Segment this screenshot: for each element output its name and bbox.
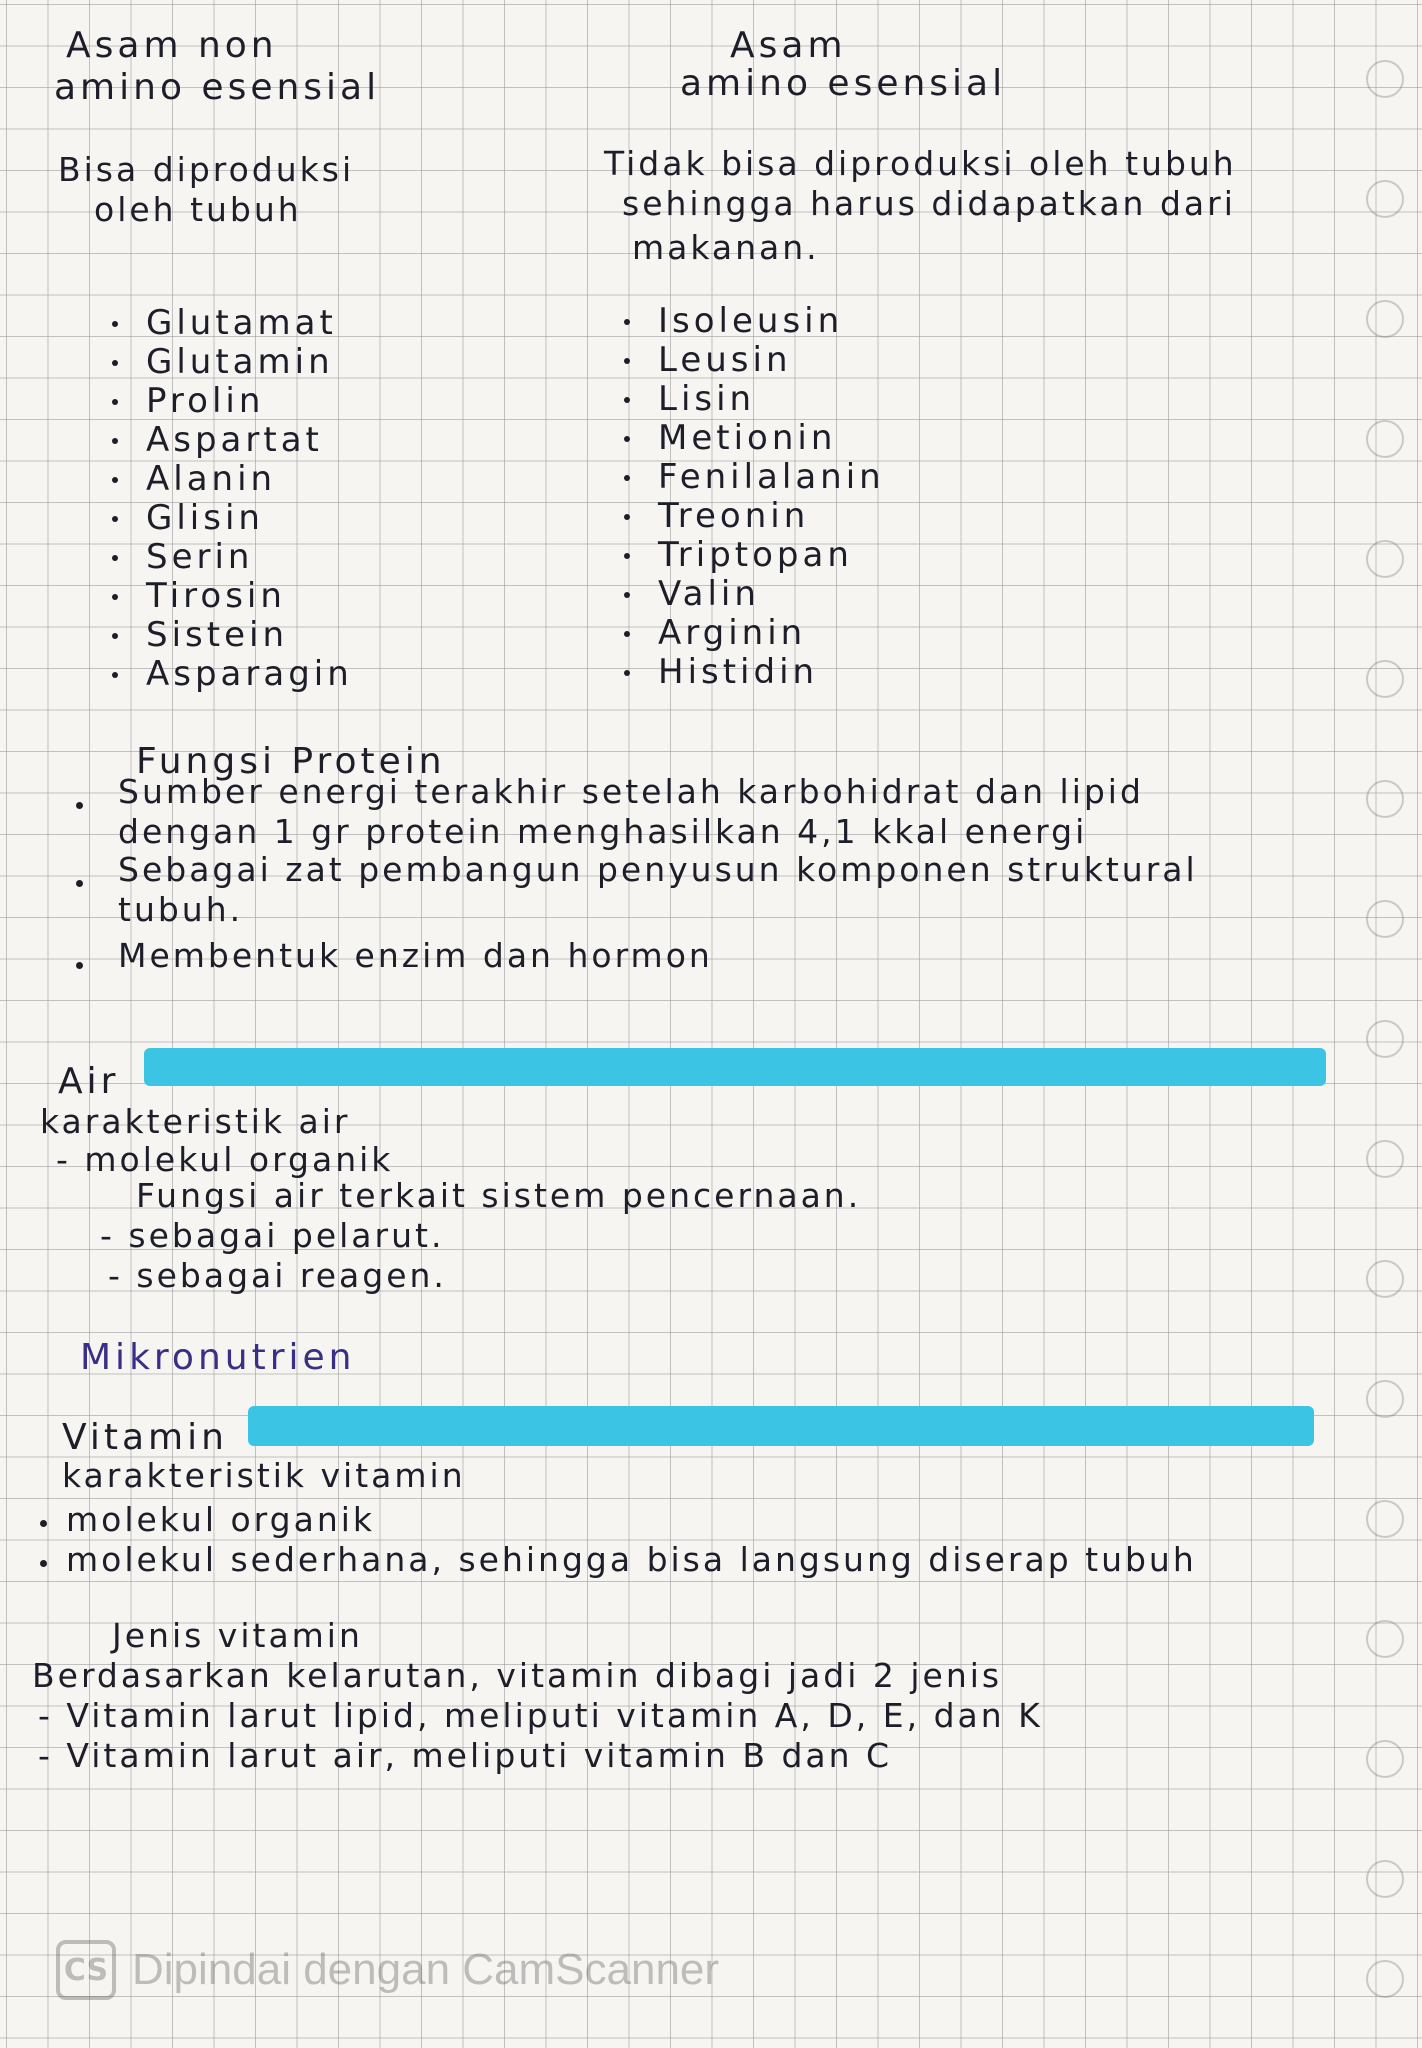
bullet-dot <box>624 358 630 364</box>
left-header-line1: Asam non <box>66 25 278 66</box>
protein-bullet2-line1: Sebagai zat pembangun penyusun komponen struktural <box>118 850 1198 889</box>
list-item: Prolin <box>108 382 353 421</box>
vitamin-bullet2: molekul sederhana, sehingga bisa langsung diserap tubuh <box>66 1540 1197 1579</box>
binder-ring <box>1366 540 1404 578</box>
list-item: Glutamin <box>108 343 353 382</box>
list-item: Isoleusin <box>620 302 885 341</box>
right-desc-line3: makanan. <box>632 228 820 267</box>
binder-ring <box>1366 180 1404 218</box>
air-item3: - sebagai reagen. <box>108 1256 447 1295</box>
list-item: Serin <box>108 538 353 577</box>
binder-ring <box>1366 1960 1404 1998</box>
list-item: Glutamat <box>108 304 353 343</box>
bullet-dot <box>624 631 630 637</box>
protein-bullet1-line2: dengan 1 gr protein menghasilkan 4,1 kkal energi <box>118 812 1088 851</box>
protein-bullet1-line1: Sumber energi terakhir setelah karbohidrat dan lipid <box>118 772 1144 811</box>
binder-ring <box>1366 300 1404 338</box>
list-item: Histidin <box>620 653 885 692</box>
bullet-dot <box>624 475 630 481</box>
watermark-text: Dipindai dengan CamScanner <box>132 1945 720 1994</box>
list-item: Alanin <box>108 460 353 499</box>
list-item: Leusin <box>620 341 885 380</box>
bullet-dot <box>112 516 118 522</box>
non-essential-list <box>108 304 353 694</box>
air-title: Air <box>58 1061 120 1102</box>
vitamin-subtitle: karakteristik vitamin <box>62 1456 466 1495</box>
protein-bullet3-line1: Membentuk enzim dan hormon <box>118 936 713 975</box>
binder-ring <box>1366 420 1404 458</box>
camscanner-watermark <box>56 1940 719 2000</box>
bullet-dot <box>624 436 630 442</box>
binder-ring <box>1366 1260 1404 1298</box>
list-item: Lisin <box>620 380 885 419</box>
binder-ring <box>1366 660 1404 698</box>
bullet-dot <box>112 438 118 444</box>
right-desc-line1: Tidak bisa diproduksi oleh tubuh <box>604 144 1237 183</box>
bullet-dot <box>112 555 118 561</box>
bullet-dot <box>40 1520 47 1527</box>
binder-rings <box>1352 0 1422 2048</box>
list-item: Metionin <box>620 419 885 458</box>
camscanner-logo-icon: CS <box>56 1940 116 2000</box>
jenis-vitamin-intro: Berdasarkan kelarutan, vitamin dibagi jadi 2 jenis <box>32 1656 1003 1695</box>
jenis-vitamin-item2: - Vitamin larut air, meliputi vitamin B dan C <box>38 1736 893 1775</box>
essential-list <box>620 302 885 692</box>
bullet-dot <box>40 1560 47 1567</box>
binder-ring <box>1366 1140 1404 1178</box>
right-header-line1: Asam <box>730 25 847 66</box>
list-item: Arginin <box>620 614 885 653</box>
list-item: Treonin <box>620 497 885 536</box>
list-item: Sistein <box>108 616 353 655</box>
bullet-dot <box>624 514 630 520</box>
jenis-vitamin-item1: - Vitamin larut lipid, meliputi vitamin A, D, E, dan K <box>38 1696 1043 1735</box>
binder-ring <box>1366 1380 1404 1418</box>
bullet-dot <box>76 962 83 969</box>
bullet-dot <box>624 397 630 403</box>
bullet-dot <box>624 319 630 325</box>
list-item: Glisin <box>108 499 353 538</box>
bullet-dot <box>112 477 118 483</box>
binder-ring <box>1366 1620 1404 1658</box>
binder-ring <box>1366 1500 1404 1538</box>
binder-ring <box>1366 1860 1404 1898</box>
air-fungsi: Fungsi air terkait sistem pencernaan. <box>136 1176 862 1215</box>
left-desc-line2: oleh tubuh <box>94 190 302 229</box>
bullet-dot <box>624 592 630 598</box>
bullet-dot <box>76 802 83 809</box>
left-header-line2: amino esensial <box>54 67 381 108</box>
bullet-dot <box>624 553 630 559</box>
air-item1: - molekul organik <box>56 1140 394 1179</box>
right-desc-line2: sehingga harus didapatkan dari <box>622 184 1236 223</box>
list-item: Triptopan <box>620 536 885 575</box>
list-item: Asparagin <box>108 655 353 694</box>
mikronutrien-title: Mikronutrien <box>80 1337 356 1378</box>
vitamin-bullet1: molekul organik <box>66 1500 376 1539</box>
binder-ring <box>1366 1020 1404 1058</box>
left-desc-line1: Bisa diproduksi <box>58 150 355 189</box>
protein-bullet2-line2: tubuh. <box>118 890 244 929</box>
bullet-dot <box>112 360 118 366</box>
list-item: Aspartat <box>108 421 353 460</box>
list-item: Valin <box>620 575 885 614</box>
right-header-line2: amino esensial <box>680 63 1007 104</box>
air-subtitle: karakteristik air <box>40 1102 351 1141</box>
fungsi-protein-title: Fungsi Protein <box>136 741 446 782</box>
air-highlight <box>144 1048 1326 1086</box>
bullet-dot <box>112 672 118 678</box>
list-item: Fenilalanin <box>620 458 885 497</box>
bullet-dot <box>624 670 630 676</box>
bullet-dot <box>112 594 118 600</box>
binder-ring <box>1366 1740 1404 1778</box>
vitamin-title: Vitamin <box>62 1417 228 1458</box>
binder-ring <box>1366 60 1404 98</box>
bullet-dot <box>112 399 118 405</box>
binder-ring <box>1366 780 1404 818</box>
jenis-vitamin-title: Jenis vitamin <box>112 1616 363 1655</box>
bullet-dot <box>112 321 118 327</box>
list-item: Tirosin <box>108 577 353 616</box>
vitamin-highlight <box>248 1406 1314 1446</box>
bullet-dot <box>112 633 118 639</box>
binder-ring <box>1366 900 1404 938</box>
bullet-dot <box>76 880 83 887</box>
air-item2: - sebagai pelarut. <box>100 1216 445 1255</box>
